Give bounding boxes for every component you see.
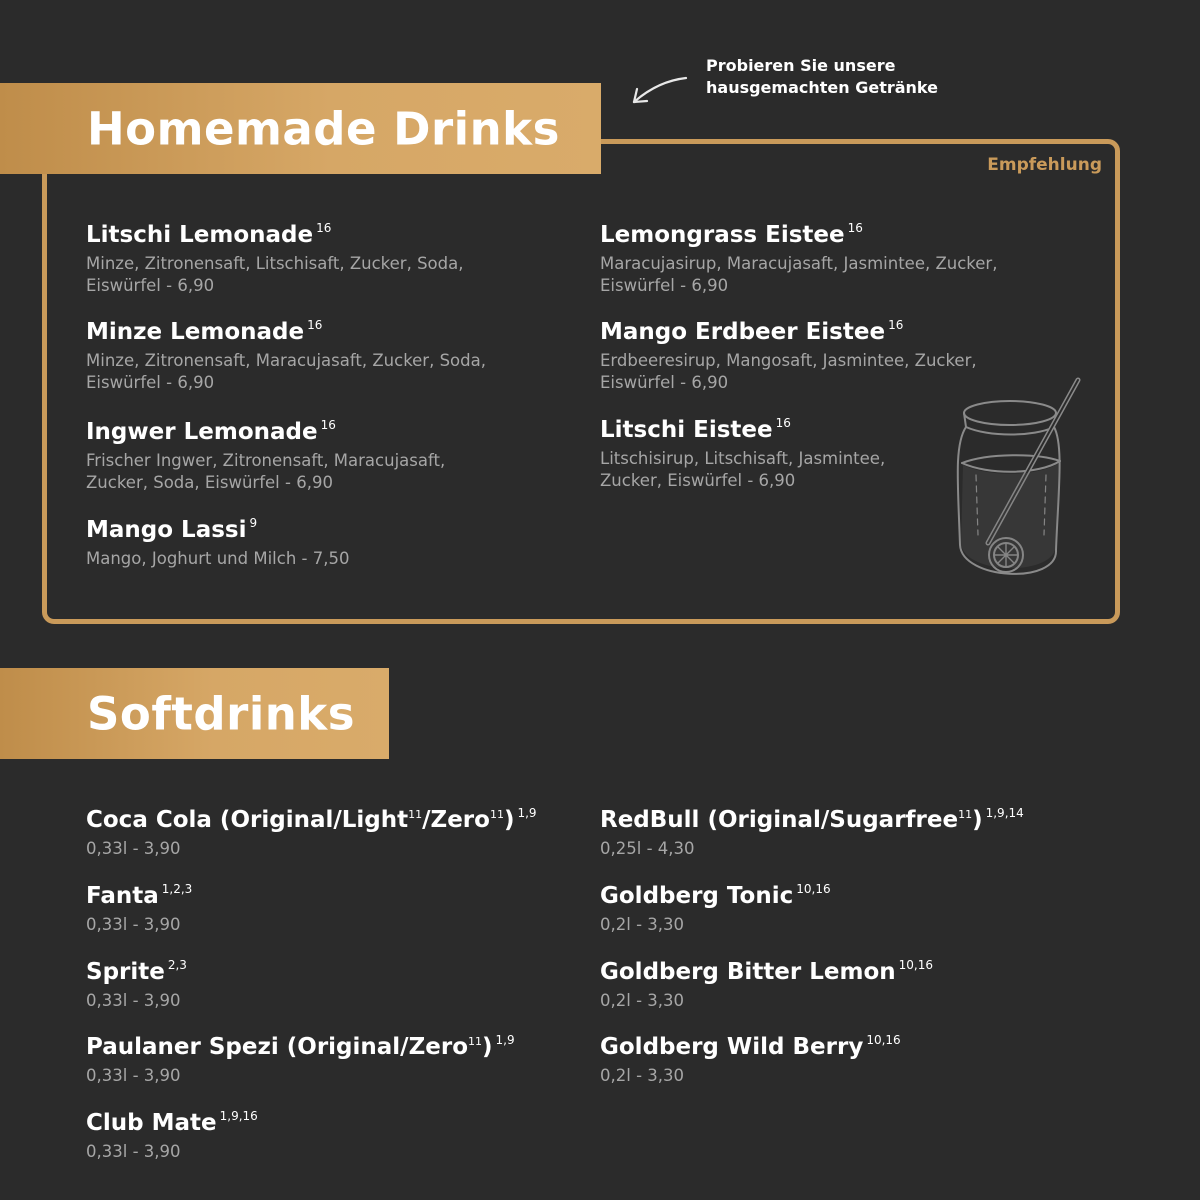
allergen-note: 1,9,14 <box>985 806 1024 820</box>
menu-item <box>86 1102 258 1163</box>
menu-item <box>600 311 977 394</box>
allergen-note: 16 <box>320 418 336 432</box>
item-price: 0,33l - 3,90 <box>86 1066 181 1085</box>
menu-item <box>86 799 537 860</box>
homemade-drinks-title: Homemade Drinks <box>87 102 560 155</box>
allergen-note: 11 <box>408 808 423 821</box>
menu-item <box>86 509 349 570</box>
allergen-note: 16 <box>888 318 904 332</box>
item-price: 0,33l - 3,90 <box>86 1142 181 1161</box>
note-line-2: hausgemachten Getränke <box>706 78 938 97</box>
item-name: Ingwer Lemonade <box>86 419 318 445</box>
allergen-note: 10,16 <box>898 958 934 972</box>
allergen-note: 1,9,16 <box>219 1109 258 1123</box>
item-description: Erdbeeresirup, Mangosaft, Jasmintee, Zucker, <box>600 351 977 370</box>
allergen-note: 2,3 <box>167 958 187 972</box>
item-description: Frischer Ingwer, Zitronensaft, Maracujasaft, <box>86 451 446 470</box>
menu-item <box>86 951 187 1012</box>
menu-item <box>600 409 885 492</box>
menu-item <box>86 1026 515 1087</box>
item-description: Minze, Zitronensaft, Maracujasaft, Zucker, Soda, <box>86 351 486 370</box>
menu-item <box>600 1026 901 1087</box>
item-price: 0,33l - 3,90 <box>86 991 181 1010</box>
item-price-line: Zucker, Eiswürfel - 6,90 <box>600 471 796 490</box>
allergen-note: 1,9 <box>495 1033 515 1047</box>
item-name: Paulaner Spezi (Original/Zero <box>86 1034 469 1060</box>
menu-item <box>600 214 997 297</box>
item-name: Club Mate <box>86 1110 217 1136</box>
menu-item <box>600 799 1024 860</box>
item-name: Mango Lassi <box>86 517 247 543</box>
item-name: Fanta <box>86 883 159 909</box>
item-name: Lemongrass Eistee <box>600 222 845 248</box>
item-price: 0,25l - 4,30 <box>600 839 695 858</box>
softdrinks-banner <box>0 668 389 759</box>
homemade-drinks-banner <box>0 83 601 174</box>
item-price: 0,2l - 3,30 <box>600 915 685 934</box>
item-name: Coca Cola (Original/Light <box>86 807 409 833</box>
allergen-note: 16 <box>847 221 863 235</box>
item-name: Litschi Eistee <box>600 417 773 443</box>
item-price-line: Zucker, Soda, Eiswürfel - 6,90 <box>86 473 333 492</box>
item-description: Minze, Zitronensaft, Litschisaft, Zucker, Soda, <box>86 254 464 273</box>
allergen-note: 10,16 <box>866 1033 901 1047</box>
item-price-line: Eiswürfel - 6,90 <box>600 373 729 392</box>
note-line-1: Probieren Sie unsere <box>706 56 896 75</box>
item-name: Litschi Lemonade <box>86 222 314 248</box>
allergen-note: 1,9 <box>517 806 537 820</box>
recommendation-badge: Empfehlung <box>987 155 1102 175</box>
allergen-note: 10,16 <box>796 882 831 896</box>
item-name-part: ) <box>482 1034 493 1060</box>
menu-item <box>86 411 445 494</box>
allergen-note: 11 <box>468 1035 483 1048</box>
menu-item <box>86 214 463 297</box>
item-description: Mango, Joghurt und Milch - 7,50 <box>86 549 350 568</box>
item-price: 0,2l - 3,30 <box>600 991 685 1010</box>
allergen-note: 16 <box>316 221 332 235</box>
item-description: Litschisirup, Litschisaft, Jasmintee, <box>600 449 886 468</box>
item-name: Minze Lemonade <box>86 319 305 345</box>
item-price: 0,2l - 3,30 <box>600 1066 685 1085</box>
lemonade-jar-icon <box>948 375 1088 595</box>
item-name: RedBull (Original/Sugarfree <box>600 807 959 833</box>
item-price-line: Eiswürfel - 6,90 <box>86 373 215 392</box>
item-price: 0,33l - 3,90 <box>86 915 181 934</box>
item-price-line: Eiswürfel - 6,90 <box>600 276 729 295</box>
allergen-note: 11 <box>489 808 504 821</box>
allergen-note: 11 <box>958 808 973 821</box>
item-name: Goldberg Wild Berry <box>600 1034 864 1060</box>
item-description: Maracujasirup, Maracujasaft, Jasmintee, Zucker, <box>600 254 998 273</box>
item-name-part: /Zero <box>422 807 490 833</box>
arrow-icon <box>628 74 690 108</box>
menu-item <box>600 875 831 936</box>
item-price: 0,33l - 3,90 <box>86 839 181 858</box>
item-name: Goldberg Bitter Lemon <box>600 959 896 985</box>
item-name: Goldberg Tonic <box>600 883 794 909</box>
item-price-line: Eiswürfel - 6,90 <box>86 276 215 295</box>
menu-item <box>86 875 192 936</box>
item-name-part: ) <box>972 807 983 833</box>
recommendation-note <box>706 55 938 99</box>
item-name-part: ) <box>503 807 515 833</box>
softdrinks-title: Softdrinks <box>87 687 355 740</box>
allergen-note: 16 <box>775 416 791 430</box>
menu-item <box>600 951 933 1012</box>
allergen-note: 16 <box>307 318 323 332</box>
allergen-note: 1,2,3 <box>161 882 193 896</box>
item-name: Mango Erdbeer Eistee <box>600 319 886 345</box>
menu-item <box>86 311 486 394</box>
item-name: Sprite <box>86 959 165 985</box>
allergen-note: 9 <box>249 516 258 530</box>
